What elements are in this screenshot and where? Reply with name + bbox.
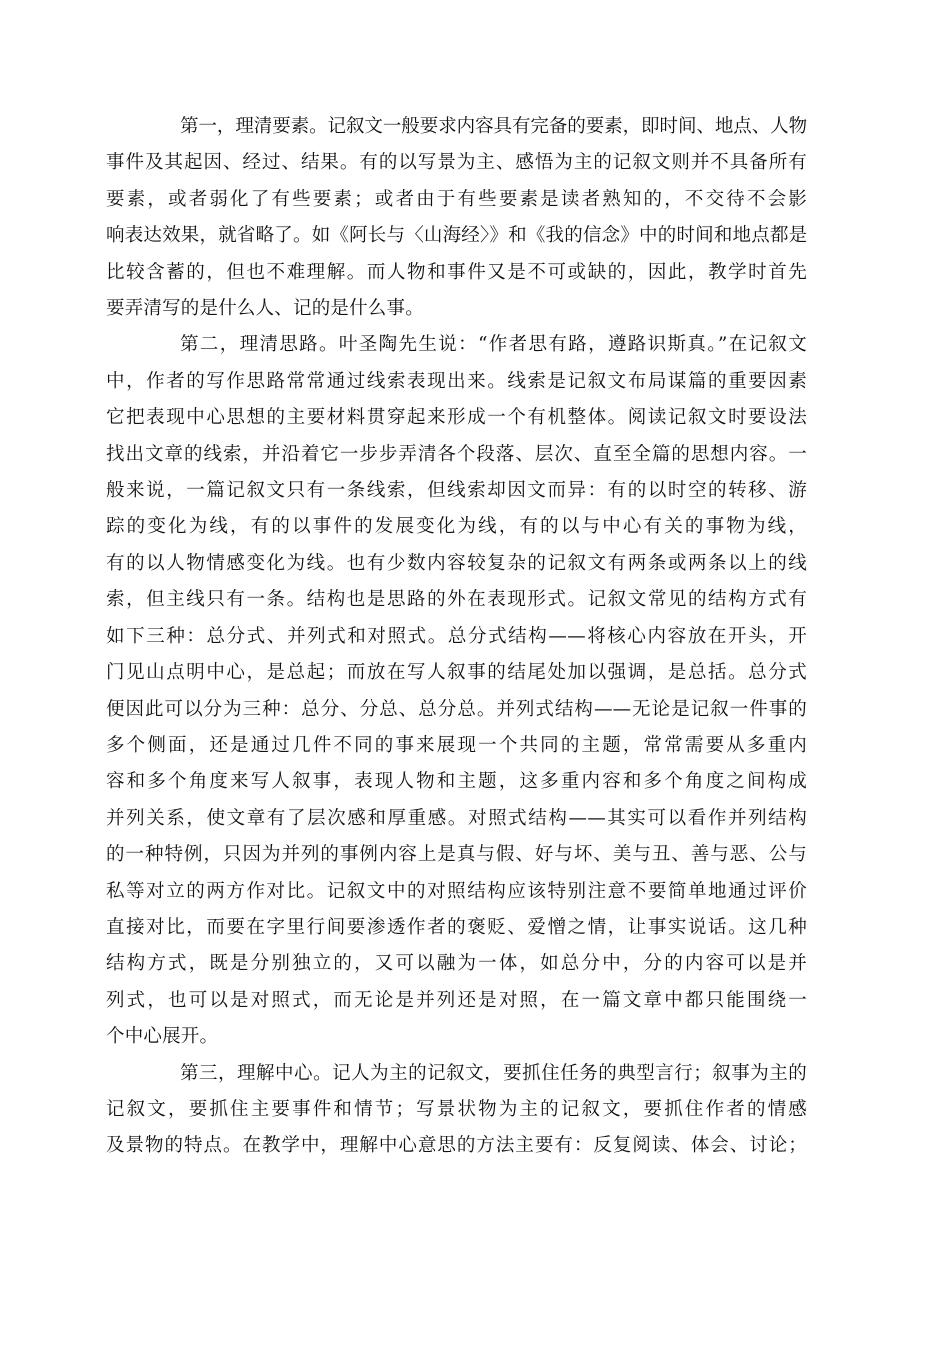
text-line: 般来说，一篇记叙文只有一条线索，但线索却因文而异：有的以时空的转移、游 [106,480,807,502]
text-line: 记叙文，要抓住主要事件和情节；写景状物为主的记叙文，要抓住作者的情感 [106,1098,807,1120]
paragraph-structure [106,327,807,1055]
paragraph-theme [106,1056,807,1165]
text-line: 响表达效果，就省略了。如《阿长与〈山海经〉》和《我的信念》中的时间和地点都是 [106,225,808,247]
text-line: 个中心展开。 [106,1026,219,1048]
text-line: 中，作者的写作思路常常通过线索表现出来。线索是记叙文布局谋篇的重要因素 [106,370,807,392]
paragraph-elements [106,109,808,327]
text-line: 第二，理清思路。叶圣陶先生说：“作者思有路，遵路识斯真。”在记叙文 [180,334,807,356]
text-line: 第一，理清要素。记叙文一般要求内容具有完备的要素，即时间、地点、人物 [180,116,807,137]
text-line: 结构方式，既是分别独立的，又可以融为一体，如总分中，分的内容可以是并 [106,953,807,975]
text-line: 比较含蓄的，但也不难理解。而人物和事件又是不可或缺的，因此，教学时首先 [106,261,807,283]
text-line: 找出文章的线索，并沿着它一步步弄清各个段落、层次、直至全篇的思想内容。一 [106,443,807,465]
text-line: 并列关系，使文章有了层次感和厚重感。对照式结构——其实可以看作并列结构 [106,807,807,829]
text-line: 事件及其起因、经过、结果。有的以写景为主、感悟为主的记叙文则并不具备所有 [106,152,807,174]
text-line: 列式，也可以是对照式，而无论是并列还是对照，在一篇文章中都只能围绕一 [106,989,807,1011]
text-line: 如下三种：总分式、并列式和对照式。总分式结构——将核心内容放在开头，开 [106,625,807,647]
text-line: 及景物的特点。在教学中，理解中心意思的方法主要有：反复阅读、体会、讨论； [106,1135,807,1157]
text-line: 有的以人物情感变化为线。也有少数内容较复杂的记叙文有两条或两条以上的线 [106,552,807,574]
text-line: 踪的变化为线，有的以事件的发展变化为线，有的以与中心有关的事物为线， [106,516,807,538]
text-line: 的一种特例，只因为并列的事例内容上是真与假、好与坏、美与丑、善与恶、公与 [106,844,807,866]
text-line: 门见山点明中心，是总起；而放在写人叙事的结尾处加以强调，是总括。总分式 [106,662,807,684]
text-line: 私等对立的两方作对比。记叙文中的对照结构应该特别注意不要简单地通过评价 [106,880,807,902]
text-line: 多个侧面，还是通过几件不同的事来展现一个共同的主题，常常需要从多重内 [106,734,807,756]
text-line: 直接对比，而要在字里行间要渗透作者的褒贬、爱憎之情，让事实说话。这几种 [106,916,807,938]
text-line: 便因此可以分为三种：总分、分总、总分总。并列式结构——无论是记叙一件事的 [106,698,807,720]
text-line: 索，但主线只有一条。结构也是思路的外在表现形式。记叙文常见的结构方式有 [106,589,807,611]
text-line: 第三，理解中心。记人为主的记叙文，要抓住任务的典型言行；叙事为主的 [180,1062,807,1084]
document-page [106,109,808,1165]
text-line: 要素，或者弱化了有些要素；或者由于有些要素是读者熟知的，不交待不会影 [106,188,807,210]
text-line: 要弄清写的是什么人、记的是什么事。 [106,298,424,320]
text-line: 容和多个角度来写人叙事，表现人物和主题，这多重内容和多个角度之间构成 [106,771,807,793]
text-line: 它把表现中心思想的主要材料贯穿起来形成一个有机整体。阅读记叙文时要设法 [106,407,807,429]
